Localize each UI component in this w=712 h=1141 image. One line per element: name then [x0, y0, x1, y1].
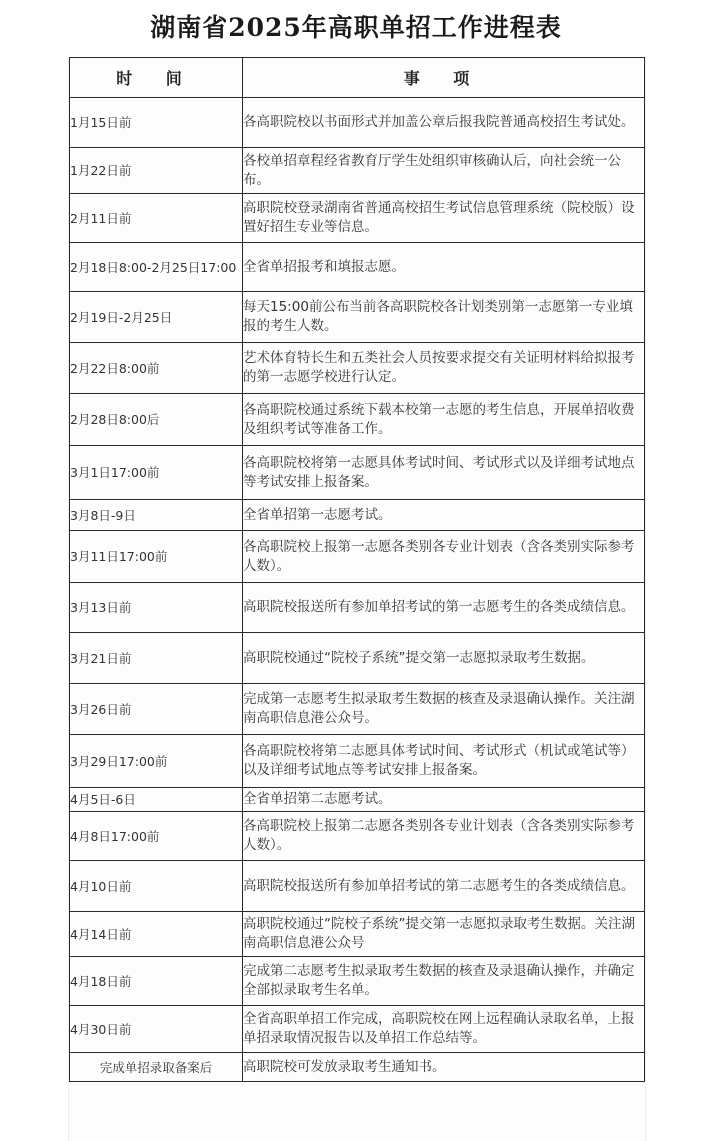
row-time: 3月1日17:00前 [70, 446, 243, 500]
row-item: 高职院校报送所有参加单招考试的第一志愿考生的各类成绩信息。 [243, 583, 645, 633]
row-time: 3月8日-9日 [70, 500, 243, 531]
table-row [70, 500, 645, 531]
row-item: 各高职院校将第二志愿具体考试时间、考试形式（机试或笔试等）以及详细考试地点等考试安排上报备案。 [243, 735, 645, 788]
row-time: 2月18日8:00-2月25日17:00 [70, 243, 243, 292]
table-row [70, 957, 645, 1006]
table-row [70, 394, 645, 446]
table-row [70, 446, 645, 500]
page-title: 湖南省2025年高职单招工作进程表 [150, 13, 562, 42]
row-time: 3月26日前 [70, 684, 243, 735]
row-time: 3月29日17:00前 [70, 735, 243, 788]
row-time: 1月22日前 [70, 148, 243, 194]
row-time: 3月11日17:00前 [70, 531, 243, 583]
row-item: 高职院校登录湖南省普通高校招生考试信息管理系统（院校版）设置好招生专业等信息。 [243, 194, 645, 243]
row-item: 高职院校报送所有参加单招考试的第二志愿考生的各类成绩信息。 [243, 861, 645, 912]
row-time: 1月15日前 [70, 98, 243, 148]
row-time: 4月18日前 [70, 957, 243, 1006]
header-item: 事 项 [243, 58, 645, 98]
row-item: 各高职院校上报第二志愿各类别各专业计划表（含各类别实际参考人数）。 [243, 812, 645, 861]
row-time: 4月8日17:00前 [70, 812, 243, 861]
table-row [70, 684, 645, 735]
row-item: 各高职院校通过系统下载本校第一志愿的考生信息，开展单招收费及组织考试等准备工作。 [243, 394, 645, 446]
table-row [70, 1053, 645, 1082]
row-time: 3月13日前 [70, 583, 243, 633]
row-time: 4月30日前 [70, 1006, 243, 1053]
row-item: 高职院校可发放录取考生通知书。 [243, 1053, 645, 1082]
row-time: 2月28日8:00后 [70, 394, 243, 446]
row-item: 各高职院校将第一志愿具体考试时间、考试形式以及详细考试地点等考试安排上报备案。 [243, 446, 645, 500]
header-time: 时 间 [70, 58, 243, 98]
row-item: 各校单招章程经省教育厅学生处组织审核确认后，向社会统一公布。 [243, 148, 645, 194]
row-item: 完成第二志愿考生拟录取考生数据的核查及录退确认操作，并确定全部拟录取考生名单。 [243, 957, 645, 1006]
row-time: 完成单招录取备案后 [70, 1053, 243, 1082]
table-row [70, 292, 645, 343]
row-time: 3月21日前 [70, 633, 243, 684]
table-row [70, 633, 645, 684]
table-row [70, 583, 645, 633]
table-row [70, 243, 645, 292]
table-row [70, 861, 645, 912]
row-item: 全省单招第二志愿考试。 [243, 788, 645, 812]
table-row [70, 1006, 645, 1053]
row-time: 4月10日前 [70, 861, 243, 912]
row-time: 2月22日8:00前 [70, 343, 243, 394]
row-time: 2月11日前 [70, 194, 243, 243]
row-item: 全省单招报考和填报志愿。 [243, 243, 645, 292]
row-item: 各高职院校以书面形式并加盖公章后报我院普通高校招生考试处。 [243, 98, 645, 148]
table-row [70, 194, 645, 243]
row-item: 高职院校通过“院校子系统”提交第一志愿拟录取考生数据。关注湖南高职信息港公众号 [243, 912, 645, 957]
row-item: 全省单招第一志愿考试。 [243, 500, 645, 531]
row-item: 完成第一志愿考生拟录取考生数据的核查及录退确认操作。关注湖南高职信息港公众号。 [243, 684, 645, 735]
row-time: 2月19日-2月25日 [70, 292, 243, 343]
table-row [70, 735, 645, 788]
table-row [70, 98, 645, 148]
row-time: 4月14日前 [70, 912, 243, 957]
schedule-table [69, 57, 645, 1082]
row-item: 各高职院校上报第一志愿各类别各专业计划表（含各类别实际参考人数）。 [243, 531, 645, 583]
table-row [70, 531, 645, 583]
row-item: 艺术体育特长生和五类社会人员按要求提交有关证明材料给拟报考的第一志愿学校进行认定。 [243, 343, 645, 394]
row-item: 全省高职单招工作完成，高职院校在网上远程确认录取名单，上报单招录取情况报告以及单招工作总结等。 [243, 1006, 645, 1053]
row-item: 高职院校通过“院校子系统”提交第一志愿拟录取考生数据。 [243, 633, 645, 684]
table-row [70, 148, 645, 194]
row-time: 4月5日-6日 [70, 788, 243, 812]
row-item: 每天15:00前公布当前各高职院校各计划类别第一志愿第一专业填报的考生人数。 [243, 292, 645, 343]
table-header-row [70, 58, 645, 98]
table-row [70, 788, 645, 812]
table-row [70, 912, 645, 957]
table-row [70, 343, 645, 394]
table-row [70, 812, 645, 861]
